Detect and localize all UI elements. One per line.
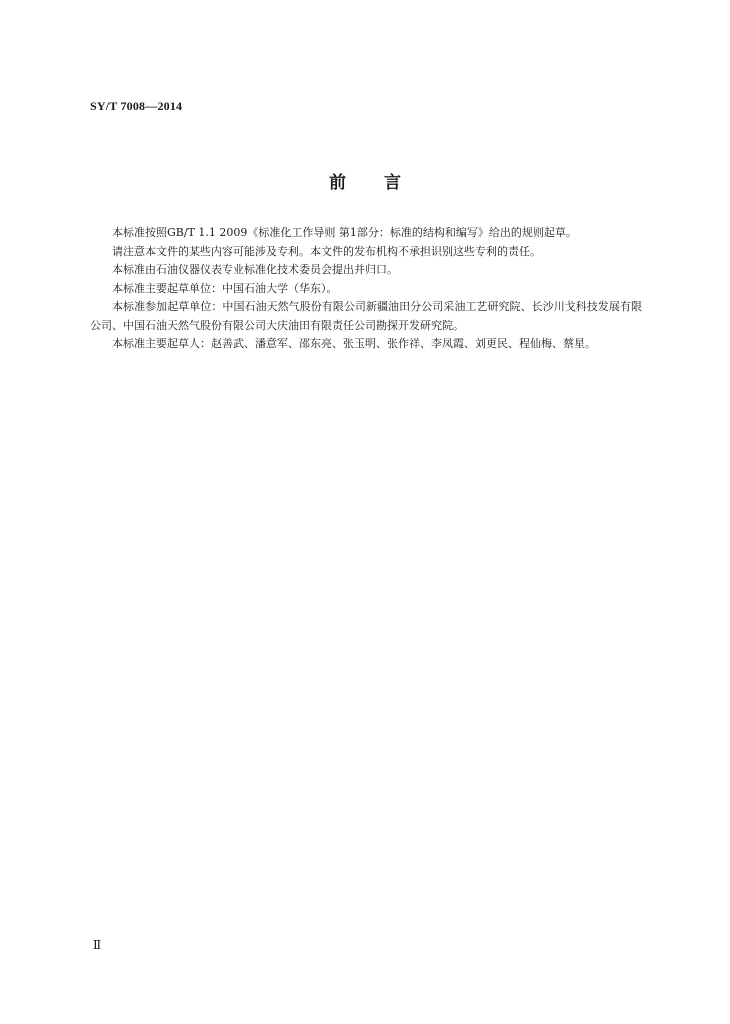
title-char-1: 前	[329, 173, 346, 193]
paragraph-participating-units: 本标准参加起草单位：中国石油天然气股份有限公司新疆油田分公司采油工艺研究院、长沙川戈科技发展有限公司、中国石油天然气股份有限公司大庆油田有限责任公司勘探开发研究院。	[90, 300, 642, 332]
paragraph-main-drafting-unit: 本标准主要起草单位：中国石油大学（华东）。	[112, 281, 338, 295]
title-char-2: 言	[384, 173, 401, 193]
paragraph-drafting-rules: 本标准按照GB/T 1.1 2009《标准化工作导则 第1部分：标准的结构和编写》给出的规则起草。	[112, 226, 577, 239]
paragraph-proposer: 本标准由石油仪器仪表专业标准化技术委员会提出并归口。	[112, 263, 398, 276]
standard-code: SY/T 7008—2014	[90, 99, 183, 113]
paragraph-patent-notice: 请注意本文件的某些内容可能涉及专利。本文件的发布机构不承担识别这些专利的责任。	[112, 244, 541, 258]
page-number: Ⅱ	[93, 938, 102, 952]
page-title	[0, 168, 730, 193]
foreword-body	[90, 224, 642, 354]
paragraph-drafters: 本标准主要起草人：赵善武、潘意军、邵东亮、张玉明、张作祥、李凤霞、刘更民、程仙梅、蔡星。	[112, 337, 596, 350]
